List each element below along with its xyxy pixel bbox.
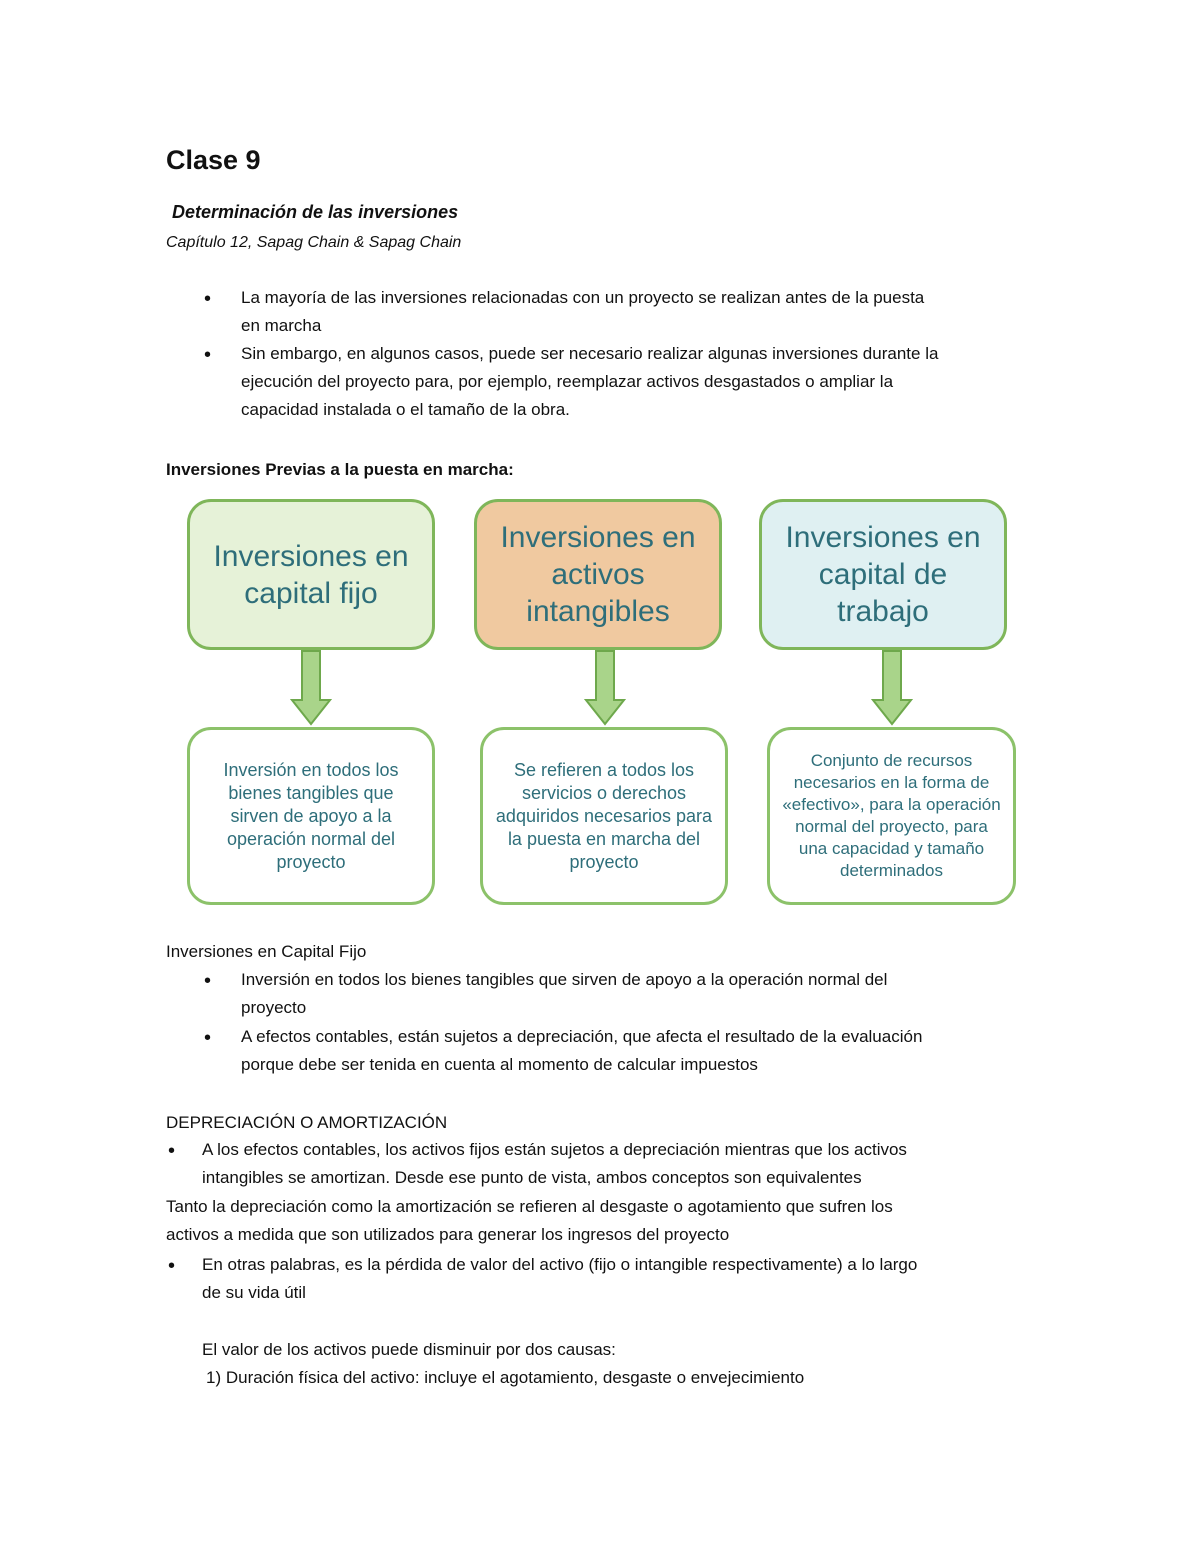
intro-bullet-2-line-3: capacidad instalada o el tamaño de la obra. [241,400,570,419]
depreciacion-para-2: El valor de los activos puede disminuir por dos causas: [202,1340,616,1359]
capital-fijo-heading: Inversiones en Capital Fijo [166,942,367,961]
down-arrow-icon [871,650,913,726]
page-title: Clase 9 [166,145,261,175]
section-subtitle: Determinación de las inversiones [172,202,459,222]
depreciacion-para-1-line-1: Tanto la depreciación como la amortización se refieren al desgaste o agotamiento que sufren los [166,1197,893,1216]
intro-bullet-1-line-1: La mayoría de las inversiones relacionadas con un proyecto se realizan antes de la puesta [241,288,925,307]
bullet-dot-icon: • [204,1027,212,1049]
bullet-dot-icon: • [204,288,212,310]
box-capital-trabajo: Inversiones en capital de trabajo [759,499,1007,650]
intro-bullet-2-line-2: ejecución del proyecto para, por ejemplo, reemplazar activos desgastados o ampliar la [241,372,894,391]
depreciacion-item-1: 1) Duración física del activo: incluye el agotamiento, desgaste o envejecimiento [206,1368,805,1387]
desc-capital-fijo: Inversión en todos los bienes tangibles que sirven de apoyo a la operación normal del proyecto [187,727,435,905]
capital-fijo-bullet-2-line-2: porque debe ser tenida en cuenta al momento de calcular impuestos [241,1055,758,1074]
bullet-dot-icon: • [204,970,212,992]
down-arrow-icon [290,650,332,726]
desc-activos-intangibles: Se refieren a todos los servicios o derechos adquiridos necesarios para la puesta en marcha del proyecto [480,727,728,905]
box-activos-intangibles: Inversiones en activos intangibles [474,499,722,650]
box-capital-fijo: Inversiones en capital fijo [187,499,435,650]
intro-bullet-1-line-2: en marcha [241,316,322,335]
bullet-dot-icon: • [168,1140,176,1162]
bullet-dot-icon: • [204,344,212,366]
depreciacion-heading: DEPRECIACIÓN O AMORTIZACIÓN [166,1113,448,1132]
desc-capital-trabajo: Conjunto de recursos necesarios en la forma de «efectivo», para la operación normal del proyecto, para una capacidad y tamaño determinados [767,727,1016,905]
capital-fijo-bullet-2-line-1: A efectos contables, están sujetos a depreciación, que afecta el resultado de la evaluación [241,1027,923,1046]
capital-fijo-bullet-1-line-1: Inversión en todos los bienes tangibles que sirven de apoyo a la operación normal del [241,970,888,989]
previas-heading: Inversiones Previas a la puesta en marcha: [166,460,514,479]
depreciacion-para-1-line-2: activos a medida que son utilizados para generar los ingresos del proyecto [166,1225,730,1244]
intro-bullet-2-line-1: Sin embargo, en algunos casos, puede ser necesario realizar algunas inversiones durante la [241,344,939,363]
chapter-reference: Capítulo 12, Sapag Chain & Sapag Chain [166,234,462,251]
bullet-dot-icon: • [168,1255,176,1277]
depreciacion-bullet-1-line-1: A los efectos contables, los activos fijos están sujetos a depreciación mientras que los activos [202,1140,907,1159]
depreciacion-bullet-2-line-1: En otras palabras, es la pérdida de valor del activo (fijo o intangible respectivamente) a lo largo [202,1255,918,1274]
capital-fijo-bullet-1-line-2: proyecto [241,998,307,1017]
depreciacion-bullet-2-line-2: de su vida útil [202,1283,306,1302]
down-arrow-icon [584,650,626,726]
depreciacion-bullet-1-line-2: intangibles se amortizan. Desde ese punto de vista, ambos conceptos son equivalentes [202,1168,862,1187]
